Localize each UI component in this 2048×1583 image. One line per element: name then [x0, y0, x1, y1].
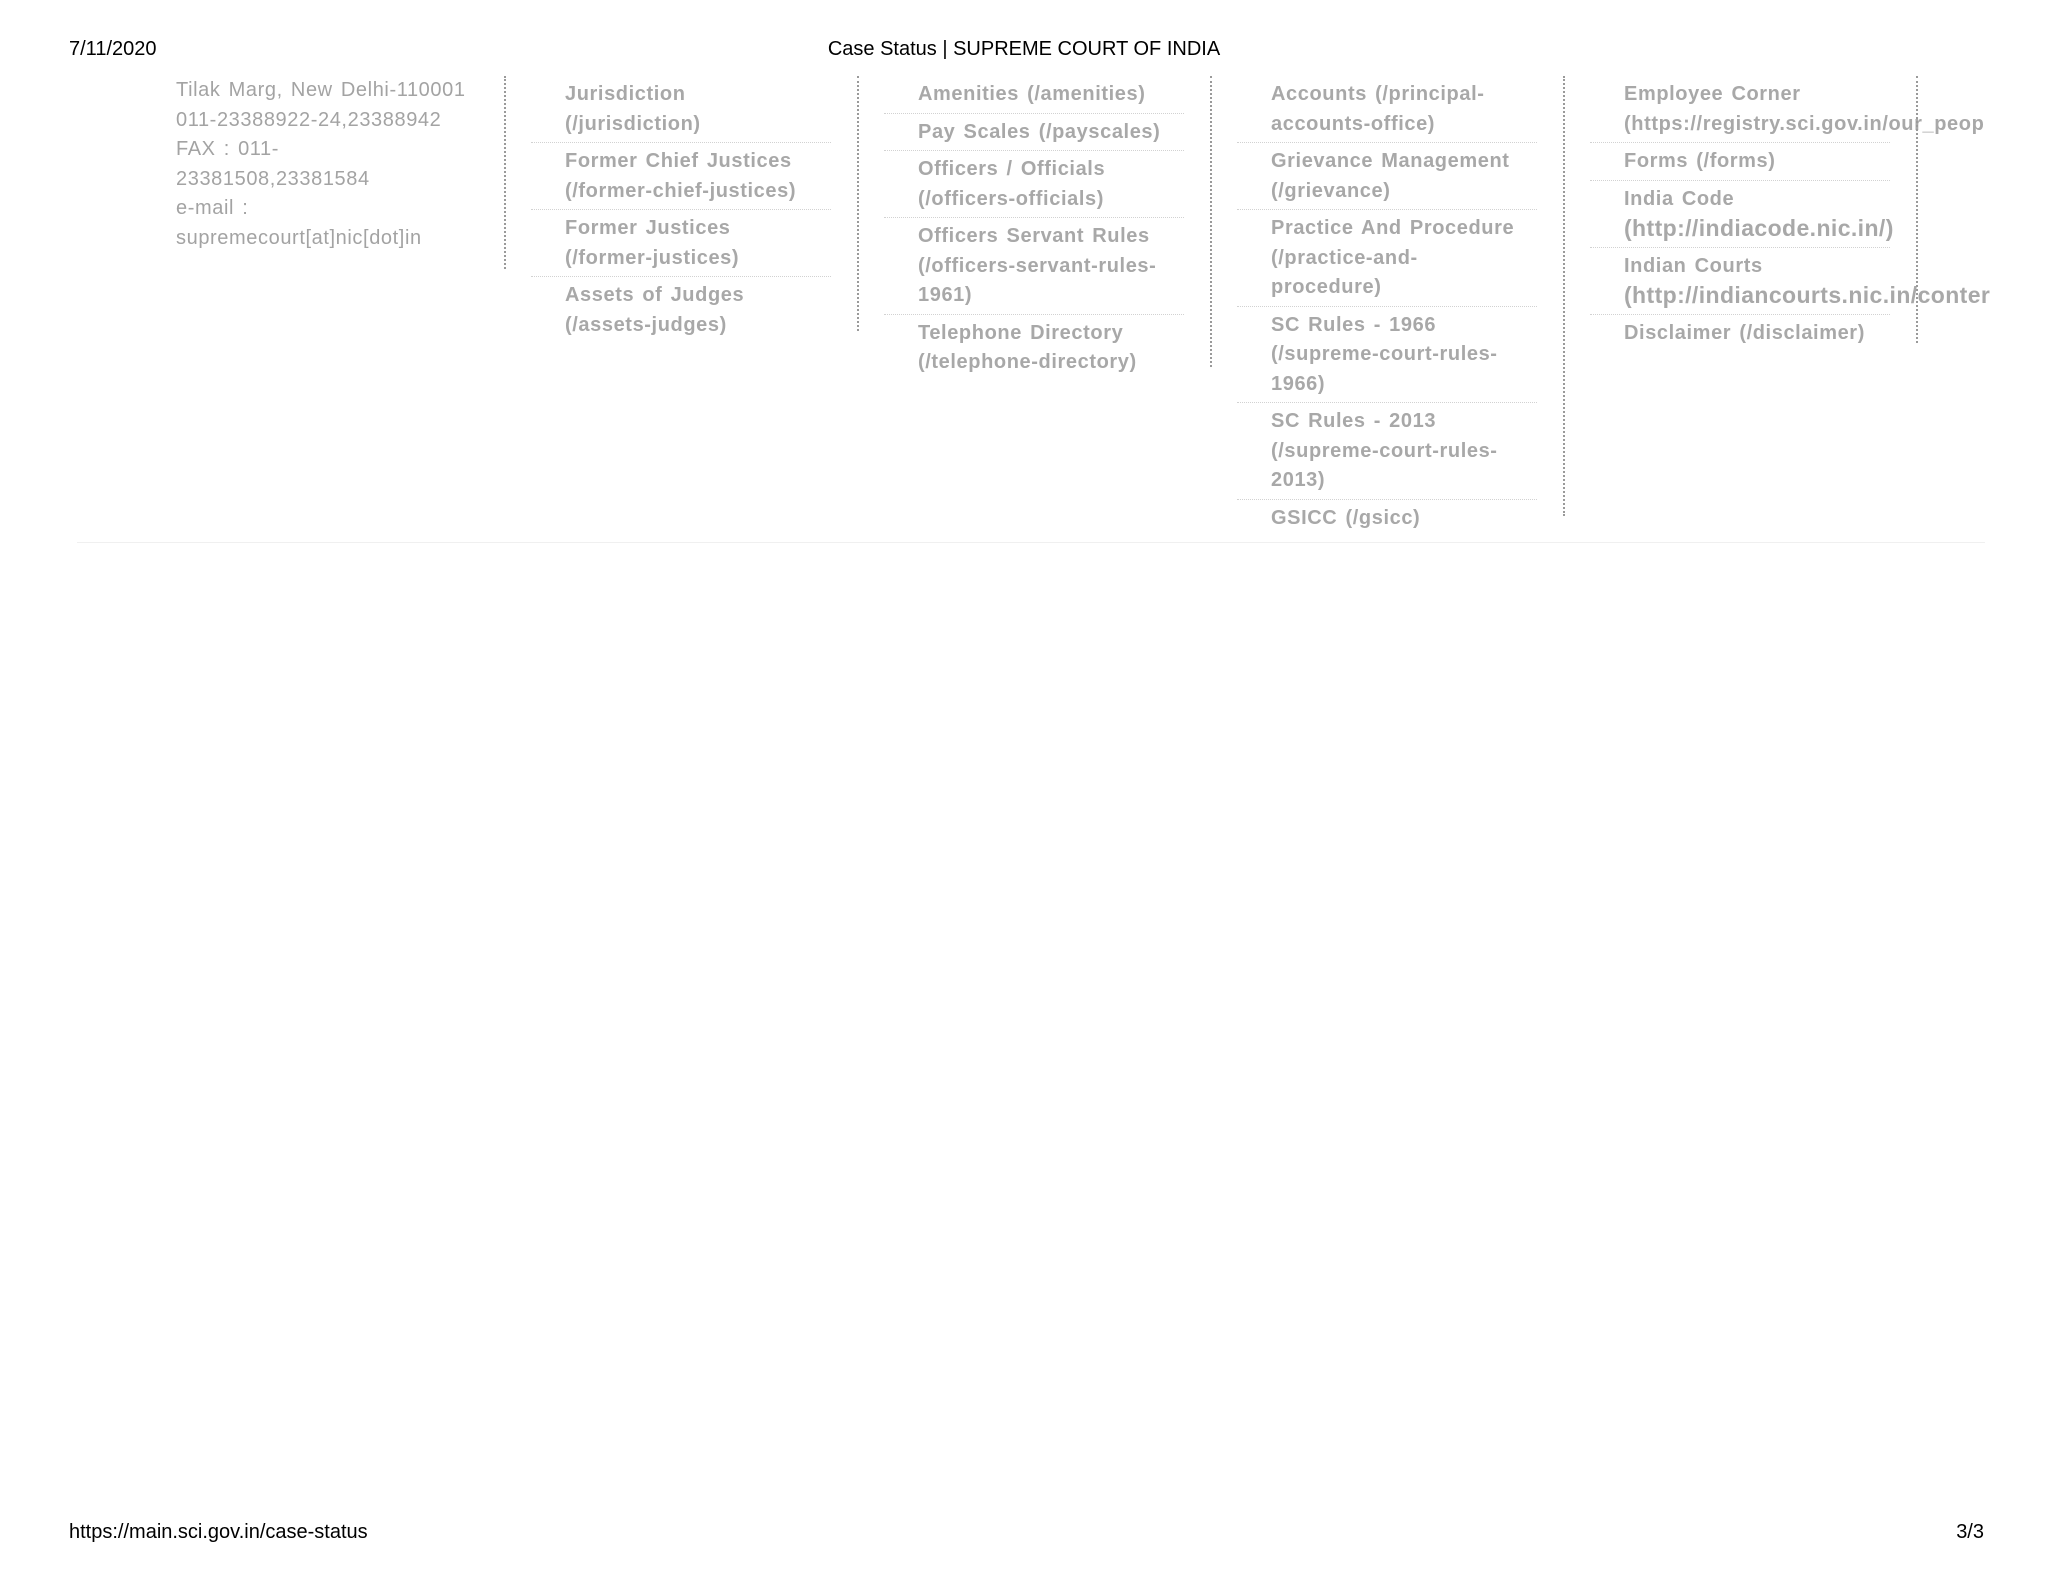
- footer-link-url: (/officers-servant-rules-: [918, 254, 1157, 277]
- footer-link-label: Employee Corner: [1624, 83, 1801, 105]
- footer-link-label: India Code: [1624, 187, 1735, 210]
- print-page-number: 3/3: [1956, 1521, 1984, 1543]
- contact-email-label: e-mail :: [176, 197, 249, 219]
- column-divider: [1563, 76, 1565, 516]
- footer-link-url-continued: 2013): [1271, 469, 1326, 491]
- footer-link-url: (https://registry.sci.gov.in/our_peop: [1624, 112, 1985, 135]
- footer-link-former-chief-justices[interactable]: [531, 143, 831, 210]
- contact-fax-label: FAX : 011-: [176, 138, 280, 160]
- footer-link-officers-servant-rules[interactable]: [884, 218, 1184, 315]
- footer-link-label: Officers Servant Rules: [918, 225, 1150, 247]
- footer-separator: [77, 542, 1985, 543]
- column-divider: [504, 76, 506, 269]
- footer-link-sc-rules-2013[interactable]: [1237, 403, 1537, 500]
- footer-links-column-4: [1590, 76, 1991, 351]
- footer-link-label: Accounts (/principal-: [1271, 83, 1485, 105]
- footer-link-url-continued: 1961): [918, 284, 973, 306]
- footer-link-label: Disclaimer (/disclaimer): [1624, 321, 1865, 344]
- print-url: https://main.sci.gov.in/case-status: [69, 1521, 368, 1543]
- site-footer: [0, 74, 2048, 544]
- footer-link-label: Pay Scales (/payscales): [918, 120, 1161, 143]
- footer-link-url-continued: procedure): [1271, 276, 1382, 298]
- footer-link-label: Amenities (/amenities): [918, 83, 1146, 105]
- footer-link-url: (http://indiancourts.nic.in/conter: [1624, 282, 1991, 308]
- footer-link-url: accounts-office): [1271, 112, 1436, 135]
- contact-address: Tilak Marg, New Delhi-110001: [176, 79, 466, 101]
- footer-link-india-code[interactable]: [1590, 181, 1894, 248]
- print-page-title: Case Status | SUPREME COURT OF INDIA: [827, 38, 1221, 60]
- footer-link-accounts[interactable]: [1237, 76, 1537, 143]
- column-divider: [1916, 76, 1918, 343]
- footer-link-label: Officers / Officials: [918, 158, 1106, 180]
- footer-link-practice-procedure[interactable]: [1237, 210, 1537, 307]
- footer-links-column-2: [884, 76, 1184, 381]
- footer-link-url: (/assets-judges): [565, 313, 727, 336]
- footer-link-officers-officials[interactable]: [884, 151, 1184, 218]
- footer-link-indian-courts[interactable]: [1590, 248, 1991, 315]
- footer-link-label: SC Rules - 1966: [1271, 313, 1437, 336]
- footer-link-label: Former Justices: [565, 217, 731, 239]
- footer-link-url: (/former-justices): [565, 246, 740, 269]
- footer-link-forms[interactable]: [1590, 143, 1890, 181]
- footer-links-column-1: [531, 76, 831, 343]
- footer-link-url: (/officers-officials): [918, 187, 1104, 210]
- column-divider: [1210, 76, 1212, 367]
- footer-link-label: Telephone Directory: [918, 321, 1124, 344]
- footer-link-amenities[interactable]: [884, 76, 1184, 114]
- footer-link-label: Indian Courts: [1624, 254, 1763, 277]
- contact-info: [176, 76, 476, 253]
- footer-link-label: GSICC (/gsicc): [1271, 506, 1421, 529]
- footer-link-url: (/former-chief-justices): [565, 179, 797, 202]
- footer-link-url: (/telephone-directory): [918, 351, 1137, 373]
- footer-link-url: (/supreme-court-rules-: [1271, 439, 1498, 462]
- footer-link-label: Assets of Judges: [565, 284, 745, 306]
- print-date: 7/11/2020: [69, 38, 157, 60]
- footer-link-disclaimer[interactable]: [1590, 315, 1890, 352]
- footer-link-gsicc[interactable]: [1237, 500, 1537, 537]
- footer-link-sc-rules-1966[interactable]: [1237, 307, 1537, 404]
- footer-link-url: (/grievance): [1271, 179, 1391, 202]
- footer-link-assets-judges[interactable]: [531, 277, 831, 343]
- footer-link-label: Practice And Procedure: [1271, 217, 1515, 239]
- footer-link-url: (/supreme-court-rules-: [1271, 343, 1498, 365]
- footer-link-former-justices[interactable]: [531, 210, 831, 277]
- footer-link-grievance-management[interactable]: [1237, 143, 1537, 210]
- footer-link-label: Forms (/forms): [1624, 150, 1776, 172]
- footer-link-url-continued: 1966): [1271, 372, 1326, 395]
- footer-link-telephone-directory[interactable]: [884, 315, 1184, 381]
- footer-link-jurisdiction[interactable]: [531, 76, 831, 143]
- footer-link-label: SC Rules - 2013: [1271, 410, 1437, 432]
- column-divider: [857, 76, 859, 331]
- footer-link-employee-corner[interactable]: [1590, 76, 1985, 143]
- footer-link-label: Grievance Management: [1271, 150, 1510, 172]
- contact-email: supremecourt[at]nic[dot]in: [176, 226, 422, 249]
- contact-phone: 011-23388922-24,23388942: [176, 108, 442, 131]
- footer-link-label: Former Chief Justices: [565, 150, 792, 172]
- footer-link-url: (http://indiacode.nic.in/): [1624, 215, 1894, 241]
- footer-links-column-3: [1237, 76, 1537, 536]
- footer-link-label: Jurisdiction: [565, 83, 686, 105]
- footer-link-pay-scales[interactable]: [884, 114, 1184, 152]
- footer-link-url: (/practice-and-: [1271, 246, 1418, 269]
- footer-link-url: (/jurisdiction): [565, 112, 701, 135]
- contact-fax-numbers: 23381508,23381584: [176, 167, 370, 190]
